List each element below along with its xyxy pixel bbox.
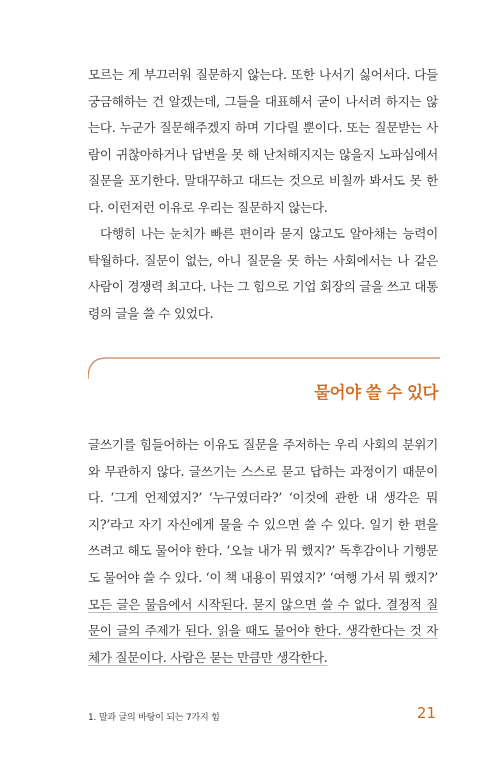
body-paragraph-1: 모르는 게 부끄러워 질문하지 않는다. 또한 나서기 싫어서다. 다들 궁금해하는 건 알겠는데, 그들을 대표해서 굳이 나서려 하지는 않는다. 누군가 질문해주겠지 하며 기다릴 뿐이다. 또는 질문받는 사람이 귀찮아하거나 답변을 못 해 난처해지지는 않을지 노파심에서 질문을 포기한다. 말대꾸하고 대드는 것으로 비칠까 봐서도 못 한다. 이런저런 이유로 우리는 질문하지 않는다. [88, 67, 438, 215]
body-paragraph-2: 다행히 나는 눈치가 빠른 편이라 묻지 않고도 알아채는 능력이 탁월하다. 질문이 없는, 아니 질문을 못 하는 사회에서는 나 같은 사람이 경쟁력 최고다. 나는 그 힘으로 기업 회장의 글을 쓰고 대통령의 글을 쓸 수 있었다. [88, 226, 438, 321]
body-paragraph-3 [88, 432, 438, 671]
section-title: 물어야 쓸 수 있다 [314, 383, 438, 402]
underlined-passage: 모든 글은 물음에서 시작된다. 묻지 않으면 쓸 수 없다. 결정적 질문이 글의 주제가 된다. 읽을 때도 물어야 한다. 생각한다는 것 자체가 질문이다. 사람은 묻는 만큼만 생각한다. [88, 596, 438, 665]
page-number: 21 [416, 704, 436, 722]
chapter-footer: 1. 말과 글의 바탕이 되는 7가지 힘 [88, 713, 220, 723]
paragraph-3-text: 글쓰기를 힘들어하는 이유도 질문을 주저하는 우리 사회의 분위기와 무관하지 않다. 글쓰기는 스스로 묻고 답하는 과정이기 때문이다. ‘그게 언제였지?’ ‘누구였더라?’ ‘이것에 관한 내 생각은 뭐지?’라고 자기 자신에게 물을 수 있으면 쓸 수 있다. 일기 한 편을 쓰려고 해도 물어야 한다. ‘오늘 내가 뭐 했지?’ 독후감이나 기행문도 물어야 쓸 수 있다. ‘이 책 내용이 뭐였지?’ ‘여행 가서 뭐 했지?’ [88, 437, 438, 585]
